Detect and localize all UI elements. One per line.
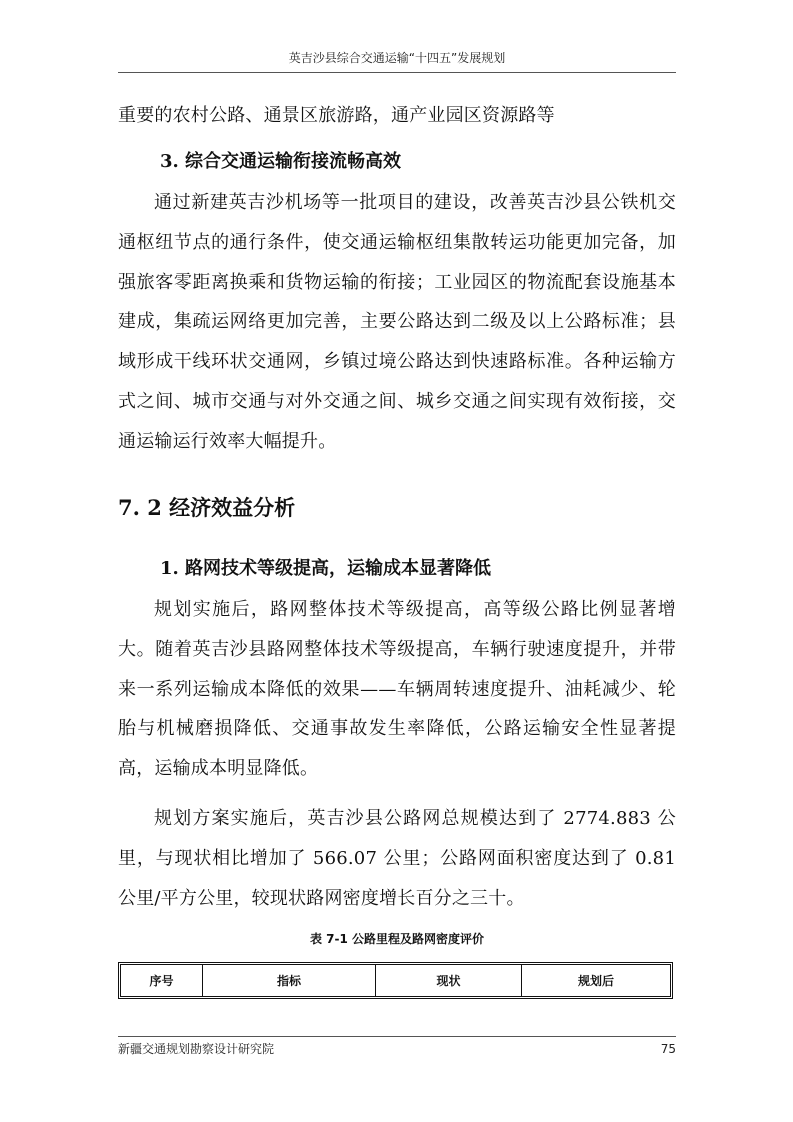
- table-header-index: 序号: [149, 974, 174, 988]
- table-header-planned: 规划后: [521, 965, 670, 996]
- page-number: 75: [660, 1042, 676, 1056]
- paragraph-integration: 通过新建英吉沙机场等一批项目的建设，改善英吉沙县公铁机交通枢纽节点的通行条件，使交通运输枢纽集散转运功能更加完备，加强旅客零距离换乘和货物运输的衔接；工业园区的物流配套设施基本建成，集疏运网络更加完善，主要公路达到二级及以上公路标准；县域形成干线环状交通网，乡镇过境公路达到快速路标准。各种运输方式之间、城市交通与对外交通之间、城乡交通之间实现有效衔接，交通运输运行效率大幅提升。: [118, 192, 676, 452]
- paragraph-continued: 重要的农村公路、通景区旅游路，通产业园区资源路等: [118, 105, 555, 126]
- paragraph-network-scale: 规划方案实施后，英吉沙县公路网总规模达到了 2774.883 公里，与现状相比增加了 566.07 公里；公路网面积密度达到了 0.81 公里/平方公里，较现状路网密度增长百分之三十。: [118, 808, 676, 909]
- section-heading-economic-benefit: 7. 2 经济效益分析: [118, 495, 296, 520]
- section-heading-cost-reduction: 1. 路网技术等级提高，运输成本显著降低: [160, 558, 492, 579]
- table-caption: 表 7-1 公路里程及路网密度评价: [309, 932, 485, 946]
- section-heading-integration: 3. 综合交通运输衔接流畅高效: [160, 151, 402, 172]
- mileage-density-table: [118, 962, 673, 999]
- header-title: 英吉沙县综合交通运输“十四五”发展规划: [288, 51, 506, 65]
- paragraph-cost-reduction: 规划实施后，路网整体技术等级提高，高等级公路比例显著增大。随着英吉沙县路网整体技术等级提高，车辆行驶速度提升，并带来一系列运输成本降低的效果——车辆周转速度提升、油耗减少、轮胎与机械磨损降低、交通事故发生率降低，公路运输安全性显著提高，运输成本明显降低。: [118, 599, 676, 780]
- footer-divider: [118, 1036, 676, 1037]
- footer-organization: 新疆交通规划勘察设计研究院: [118, 1042, 275, 1056]
- table-header-indicator: 指标: [202, 965, 375, 996]
- table-header-current: 现状: [375, 965, 521, 996]
- running-header: [118, 48, 676, 73]
